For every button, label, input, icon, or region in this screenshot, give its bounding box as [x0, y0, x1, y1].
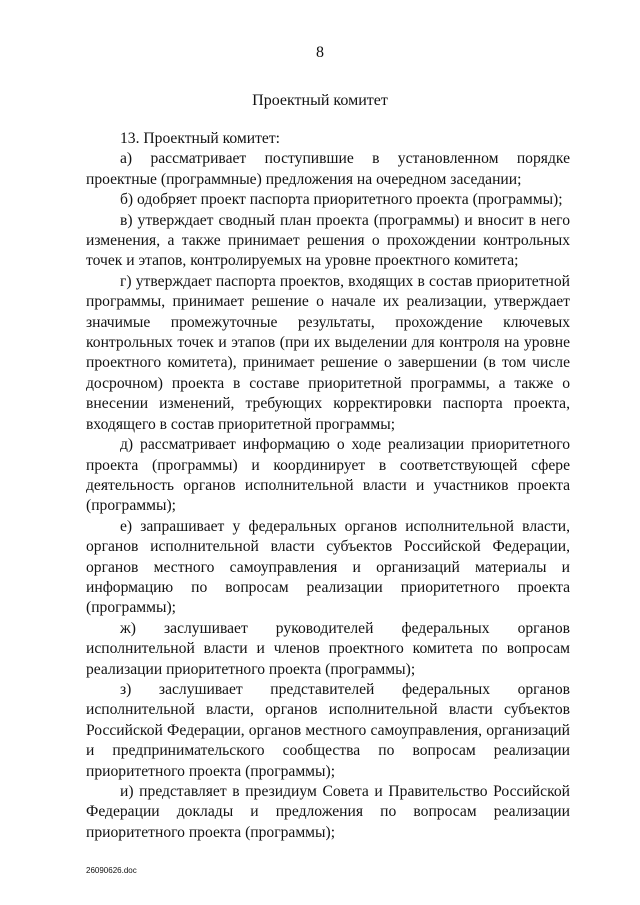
paragraph-i: и) представляет в президиум Совета и Правительство Российской Федерации доклады и предложения по вопросам реализации приоритетного проекта (программы);	[86, 783, 570, 841]
file-name-footer: 26090626.doc	[86, 866, 137, 875]
section-title: Проектный комитет	[252, 92, 388, 109]
paragraph-zh: ж) заслушивает руководителей федеральных органов исполнительной власти и членов проектного комитета по вопросам реализации приоритетного проекта (программы);	[86, 619, 570, 678]
paragraph-v: в) утверждает сводный план проекта (программы) и вносит в него изменения, а также принимает решения о прохождении контрольных точек и этапов, контролируемых на уровне проектного комитета;	[86, 211, 570, 270]
paragraph-z: з) заслушивает представителей федеральных органов исполнительной власти, органов исполнительной власти субъектов Российской Федерации, органов местного самоуправления, организаций и предпринимательского сообщества по вопросам реализации приоритетного проекта (программы);	[86, 680, 570, 780]
paragraph-b: б) одобряет проект паспорта приоритетного проекта (программы);	[120, 191, 563, 209]
paragraph-13: 13. Проектный комитет:	[120, 130, 280, 147]
paragraph-d: д) рассматривает информацию о ходе реализации приоритетного проекта (программы) и координирует в соответствующей сфере деятельность органов исполнительной власти и участников проекта (программы);	[86, 436, 570, 515]
paragraph-e: е) запрашивает у федеральных органов исполнительной власти, органов исполнительной власти субъектов Российской Федерации, органов местного самоуправления и организаций материалы и информацию по вопросам реализации приоритетного проекта (программы);	[86, 517, 570, 617]
paragraph-g: г) утверждает паспорта проектов, входящих в состав приоритетной программы, принимает решение о начале их реализации, утверждает значимые промежуточные результаты, прохождение ключевых контрольных точек и этапов (при их выделении для контроля на уровне проектного комитета), принимает решение о завершении (в том числе досрочном) проекта в составе приоритетной программы, а также о внесении изменений, требующих корректировки паспорта проекта, входящего в состав приоритетной программы;	[86, 272, 570, 433]
document-body	[86, 129, 570, 843]
paragraph-a: а) рассматривает поступившие в установленном порядке проектные (программные) предложения на очередном заседании;	[86, 150, 570, 188]
page-number: 8	[316, 44, 324, 61]
